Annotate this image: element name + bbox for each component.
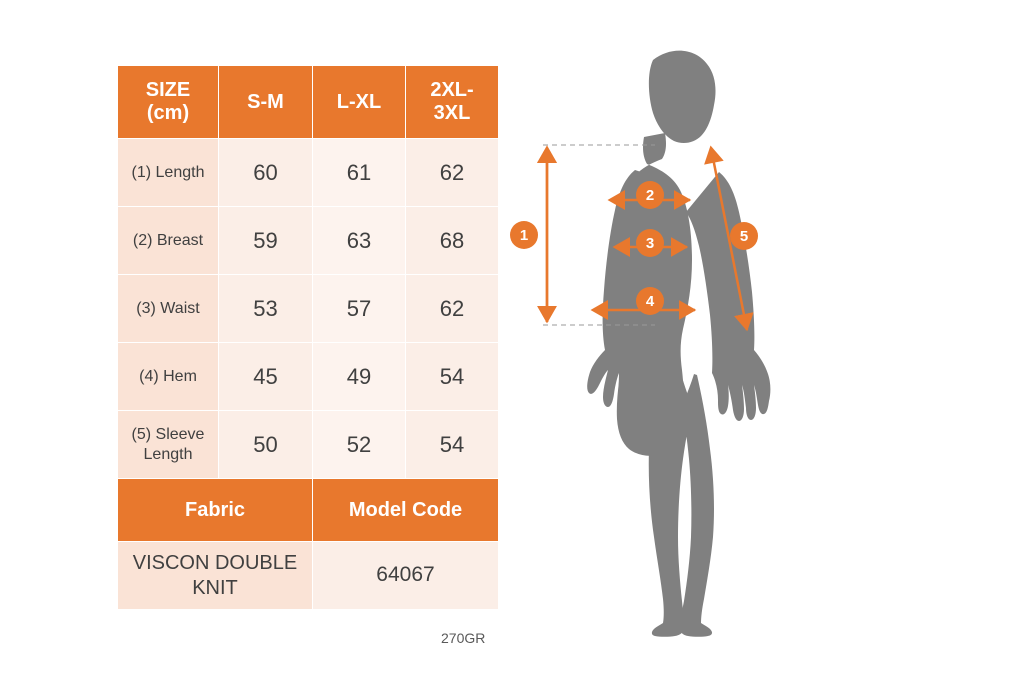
value-fabric <box>118 542 313 610</box>
row-label-sleeve-length <box>118 411 219 479</box>
cell-length-sm: 60 <box>219 139 313 207</box>
header-col-lxl: L-XL <box>313 66 406 139</box>
header-col-2xl3xl-line2: 3XL <box>433 102 471 124</box>
badge-2-breast: 2 <box>637 182 663 208</box>
badge-3-waist: 3 <box>637 230 663 256</box>
row-label-length: (1) Length <box>118 139 219 207</box>
cell-breast-sm: 59 <box>219 207 313 275</box>
header-col-2xl3xl <box>406 66 499 139</box>
fabric-header-row <box>118 479 499 542</box>
badge-5-sleeve-length: 5 <box>731 223 757 249</box>
row-label-waist: (3) Waist <box>118 275 219 343</box>
table-row <box>118 139 499 207</box>
cell-hem-2xl3xl: 54 <box>406 343 499 411</box>
header-model-code: Model Code <box>313 479 499 542</box>
cell-hem-lxl: 49 <box>313 343 406 411</box>
fabric-value-row <box>118 542 499 610</box>
cell-waist-2xl3xl: 62 <box>406 275 499 343</box>
cell-waist-lxl: 57 <box>313 275 406 343</box>
female-silhouette-icon <box>505 20 905 660</box>
cell-hem-sm: 45 <box>219 343 313 411</box>
cell-breast-lxl: 63 <box>313 207 406 275</box>
model-figure <box>505 20 905 660</box>
value-fabric-line2: KNIT <box>192 576 238 599</box>
table-row <box>118 207 499 275</box>
cell-sleeve-2xl3xl: 54 <box>406 411 499 479</box>
badge-1-length: 1 <box>511 222 537 248</box>
value-fabric-line1: VISCON DOUBLE <box>132 551 298 574</box>
size-table <box>117 65 499 610</box>
header-size-line2: (cm) <box>146 102 190 124</box>
row-label-sleeve-line1: (5) Sleeve <box>131 426 205 444</box>
header-size <box>118 66 219 139</box>
row-label-breast: (2) Breast <box>118 207 219 275</box>
cell-sleeve-lxl: 52 <box>313 411 406 479</box>
row-label-hem: (4) Hem <box>118 343 219 411</box>
cell-length-lxl: 61 <box>313 139 406 207</box>
table-header-row <box>118 66 499 139</box>
header-fabric: Fabric <box>118 479 313 542</box>
table-row <box>118 411 499 479</box>
cell-length-2xl3xl: 62 <box>406 139 499 207</box>
weight-note: 270GR <box>441 630 486 646</box>
header-col-2xl3xl-line1: 2XL- <box>430 79 474 101</box>
table-row <box>118 343 499 411</box>
value-model-code: 64067 <box>313 542 499 610</box>
header-col-sm: S-M <box>219 66 313 139</box>
row-label-sleeve-line2: Length <box>143 445 193 463</box>
header-size-line1: SIZE <box>145 79 191 101</box>
cell-waist-sm: 53 <box>219 275 313 343</box>
cell-breast-2xl3xl: 68 <box>406 207 499 275</box>
cell-sleeve-sm: 50 <box>219 411 313 479</box>
badge-4-hem: 4 <box>637 288 663 314</box>
table-row <box>118 275 499 343</box>
